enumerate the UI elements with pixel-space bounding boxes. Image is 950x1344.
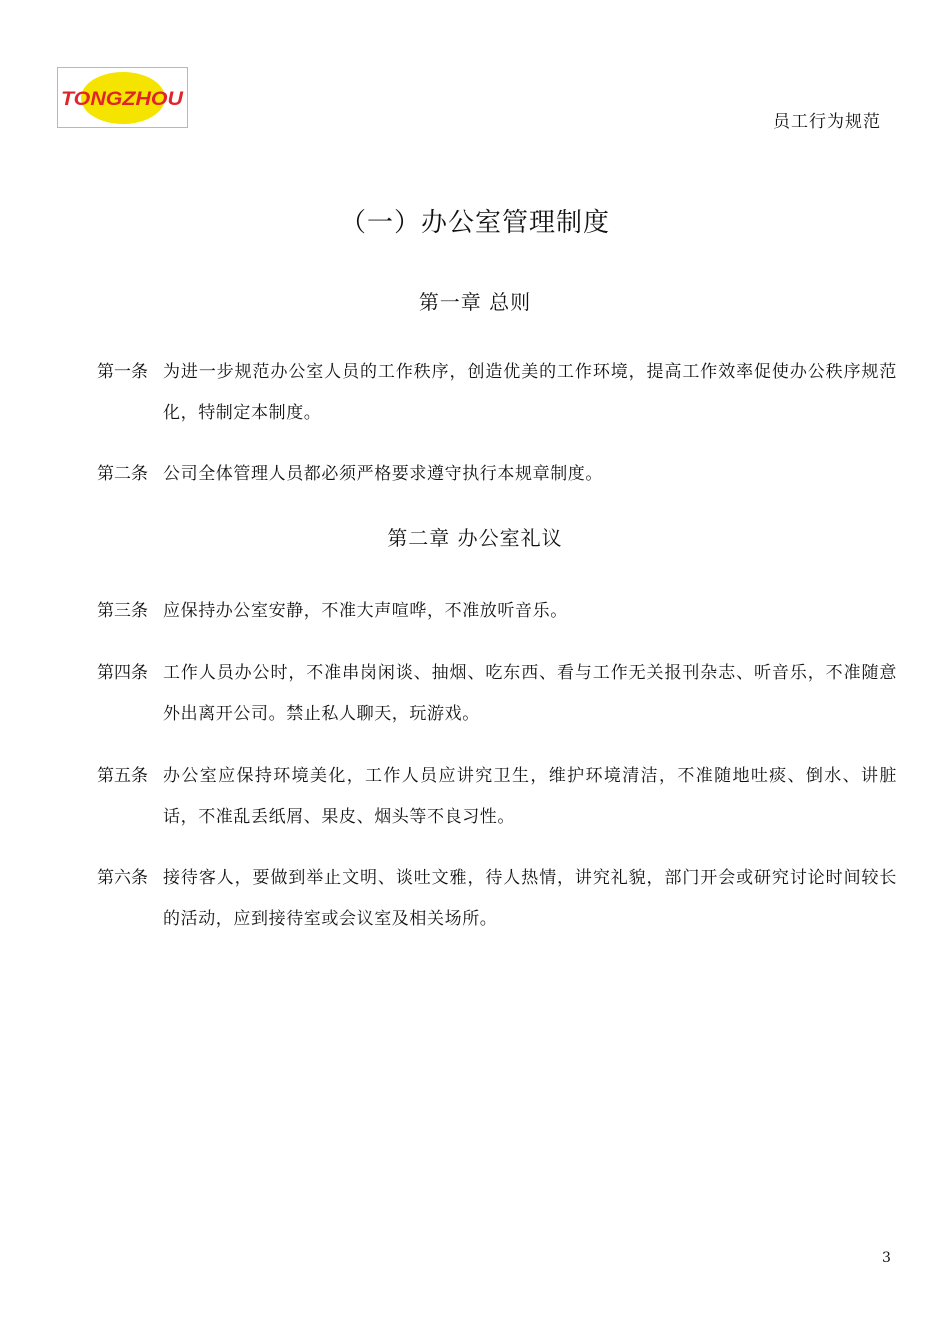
header-title: 员工行为规范 — [773, 112, 881, 132]
article-number: 第六条 — [97, 868, 148, 888]
article — [97, 756, 897, 838]
chapter-title: 第二章 办公室礼议 — [387, 526, 563, 550]
logo-text: TONGZHOU — [61, 89, 185, 110]
chapter-title: 第一章 总则 — [418, 290, 532, 314]
article-number: 第二条 — [97, 464, 148, 484]
article-number: 第一条 — [97, 362, 148, 382]
article-number: 第五条 — [97, 766, 148, 786]
article — [97, 454, 897, 495]
article-text: 应保持办公室安静，不准大声喧哗，不准放听音乐。 — [163, 601, 568, 621]
article-number: 第三条 — [97, 601, 148, 621]
article — [97, 653, 897, 735]
article-number: 第四条 — [97, 663, 148, 683]
logo-graphic — [58, 68, 187, 127]
article-text: 接待客人，要做到举止文明、谈吐文雅，待人热情，讲究礼貌，部门开会或研究讨论时间较长的活动，应到接待室或会议室及相关场所。 — [163, 868, 897, 929]
article-text: 工作人员办公时，不准串岗闲谈、抽烟、吃东西、看与工作无关报刊杂志、听音乐，不准随意外出离开公司。禁止私人聊天，玩游戏。 — [163, 663, 897, 724]
document-title: （一）办公室管理制度 — [339, 208, 610, 238]
page-number: 3 — [882, 1250, 891, 1266]
article-text: 为进一步规范办公室人员的工作秩序，创造优美的工作环境，提高工作效率促使办公秩序规范化，特制定本制度。 — [163, 362, 897, 423]
article-text: 办公室应保持环境美化，工作人员应讲究卫生，维护环境清洁，不准随地吐痰、倒水、讲脏话，不准乱丢纸屑、果皮、烟头等不良习性。 — [163, 766, 897, 827]
article-text: 公司全体管理人员都必须严格要求遵守执行本规章制度。 — [163, 464, 603, 484]
company-logo — [57, 67, 188, 128]
article — [97, 352, 897, 434]
article — [97, 858, 897, 940]
article — [97, 591, 897, 632]
